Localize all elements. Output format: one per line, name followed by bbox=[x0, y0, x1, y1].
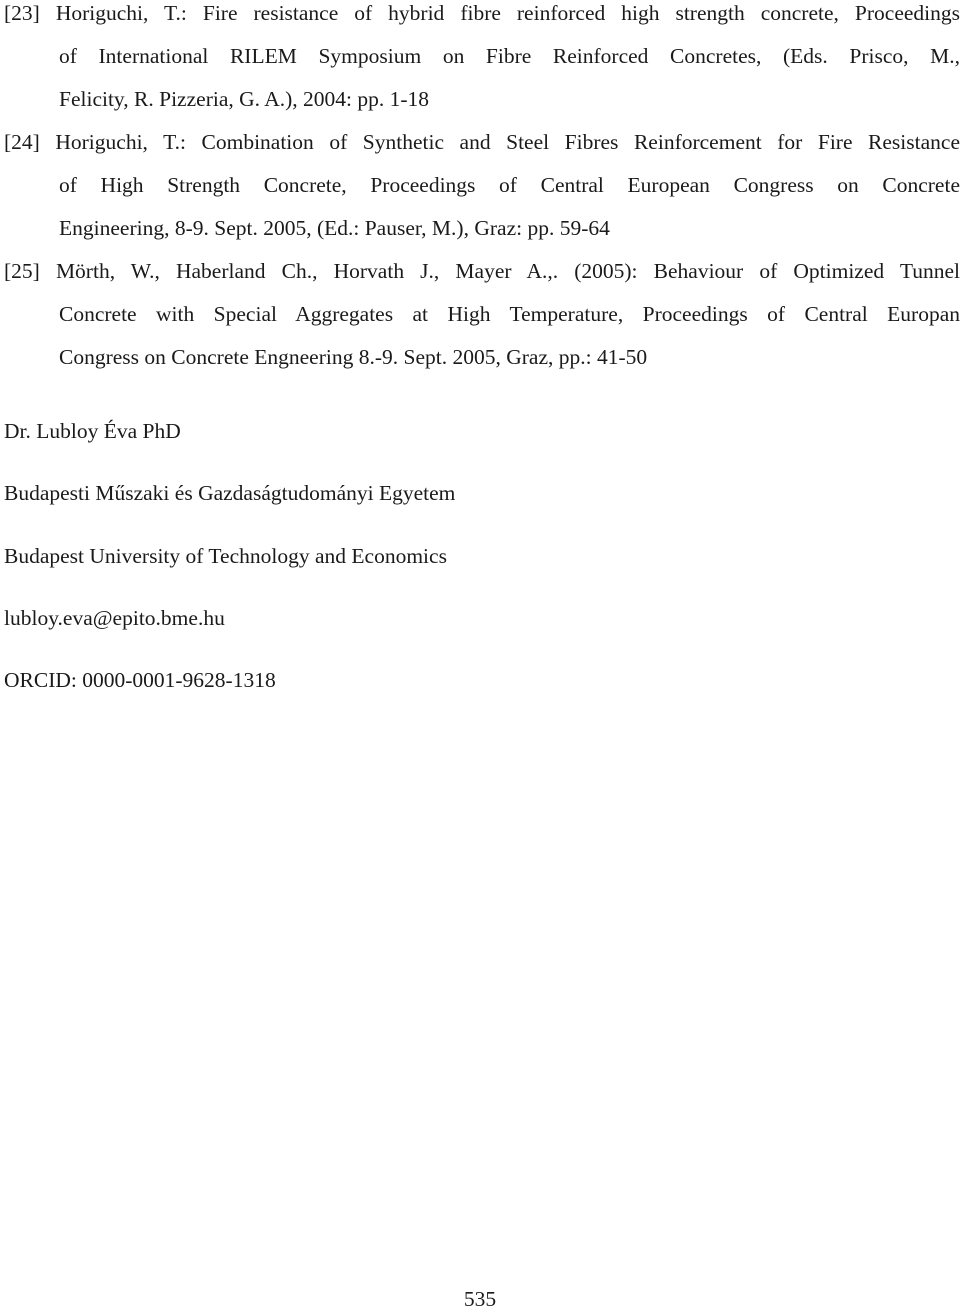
author-email[interactable]: lubloy.eva@epito.bme.hu bbox=[4, 606, 225, 630]
reference-list bbox=[4, 0, 960, 387]
author-orcid: ORCID: 0000-0001-9628-1318 bbox=[4, 668, 276, 692]
reference-24 bbox=[4, 129, 960, 258]
reference-line: [24] Horiguchi, T.: Combination of Synthetic and Steel Fibres Reinforcement for Fire Resistance bbox=[4, 130, 960, 154]
author-name: Dr. Lubloy Éva PhD bbox=[4, 419, 181, 443]
page-number: 535 bbox=[463, 1287, 497, 1311]
reference-line: [25] Mörth, W., Haberland Ch., Horvath J., Mayer A.,. (2005): Behaviour of Optimized Tunnel bbox=[4, 259, 960, 283]
reference-line: of International RILEM Symposium on Fibre Reinforced Concretes, (Eds. Prisco, M., bbox=[59, 44, 960, 68]
reference-line: Concrete with Special Aggregates at High Temperature, Proceedings of Central Europan bbox=[59, 302, 960, 326]
author-institution-en: Budapest University of Technology and Economics bbox=[4, 544, 447, 568]
reference-line: Engineering, 8-9. Sept. 2005, (Ed.: Pauser, M.), Graz: pp. 59-64 bbox=[59, 216, 610, 240]
reference-line: of High Strength Concrete, Proceedings of Central European Congress on Concrete bbox=[59, 173, 960, 197]
reference-line: Congress on Concrete Engneering 8.-9. Sept. 2005, Graz, pp.: 41-50 bbox=[59, 345, 648, 369]
reference-line: Felicity, R. Pizzeria, G. A.), 2004: pp. 1-18 bbox=[59, 87, 430, 111]
reference-25 bbox=[4, 258, 960, 387]
reference-line: [23] Horiguchi, T.: Fire resistance of hybrid fibre reinforced high strength concrete, Proceedings bbox=[4, 1, 960, 25]
reference-23 bbox=[4, 0, 960, 129]
author-institution-hu: Budapesti Műszaki és Gazdaságtudományi Egyetem bbox=[4, 481, 456, 505]
